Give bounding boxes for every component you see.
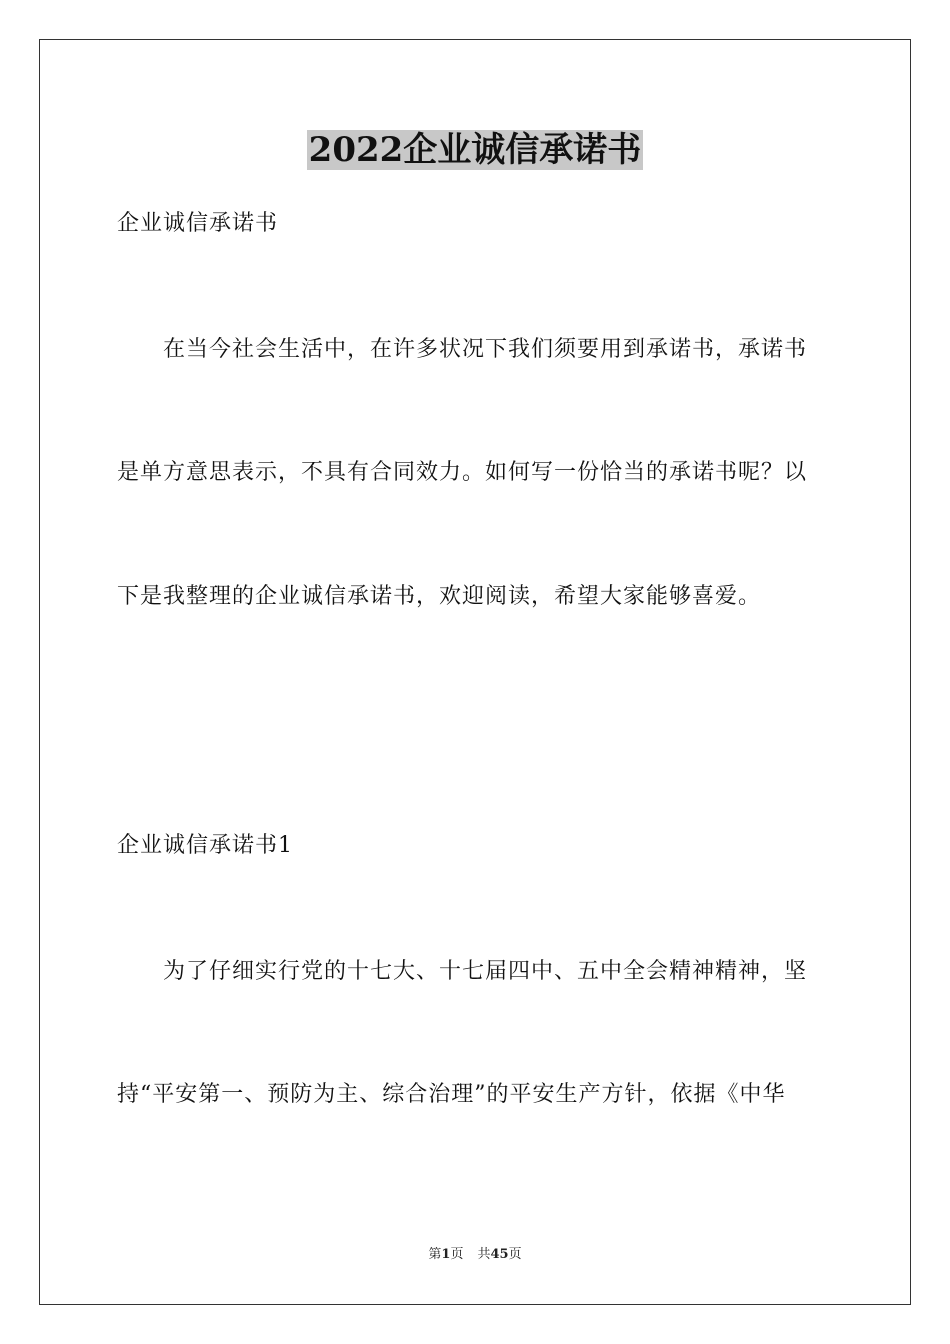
page-prefix: 第 [428, 1247, 442, 1262]
subtitle-line: 企业诚信承诺书 [117, 211, 279, 236]
total-prefix: 共 [477, 1247, 491, 1262]
document-title-text: 2022企业诚信承诺书 [308, 130, 642, 170]
page-footer [0, 1246, 950, 1264]
paragraph-line: 下是我整理的企业诚信承诺书，欢迎阅读，希望大家能够喜爱。 [117, 584, 762, 609]
document-title [0, 128, 950, 172]
paragraph-line: 为了仔细实行党的十七大、十七届四中、五中全会精神精神，坚 [163, 959, 808, 984]
paragraph-line: 持“平安第一、预防为主、综合治理”的平安生产方针，依据《中华 [117, 1082, 786, 1107]
page-suffix: 页 [450, 1247, 464, 1262]
page-number: 1 [441, 1247, 451, 1262]
total-pages: 45 [490, 1247, 509, 1262]
paragraph-line: 在当今社会生活中，在许多状况下我们须要用到承诺书，承诺书 [163, 337, 808, 362]
paragraph-line: 是单方意思表示，不具有合同效力。如何写一份恰当的承诺书呢？以 [117, 460, 808, 485]
total-suffix: 页 [508, 1247, 522, 1262]
section-heading: 企业诚信承诺书1 [117, 833, 293, 858]
